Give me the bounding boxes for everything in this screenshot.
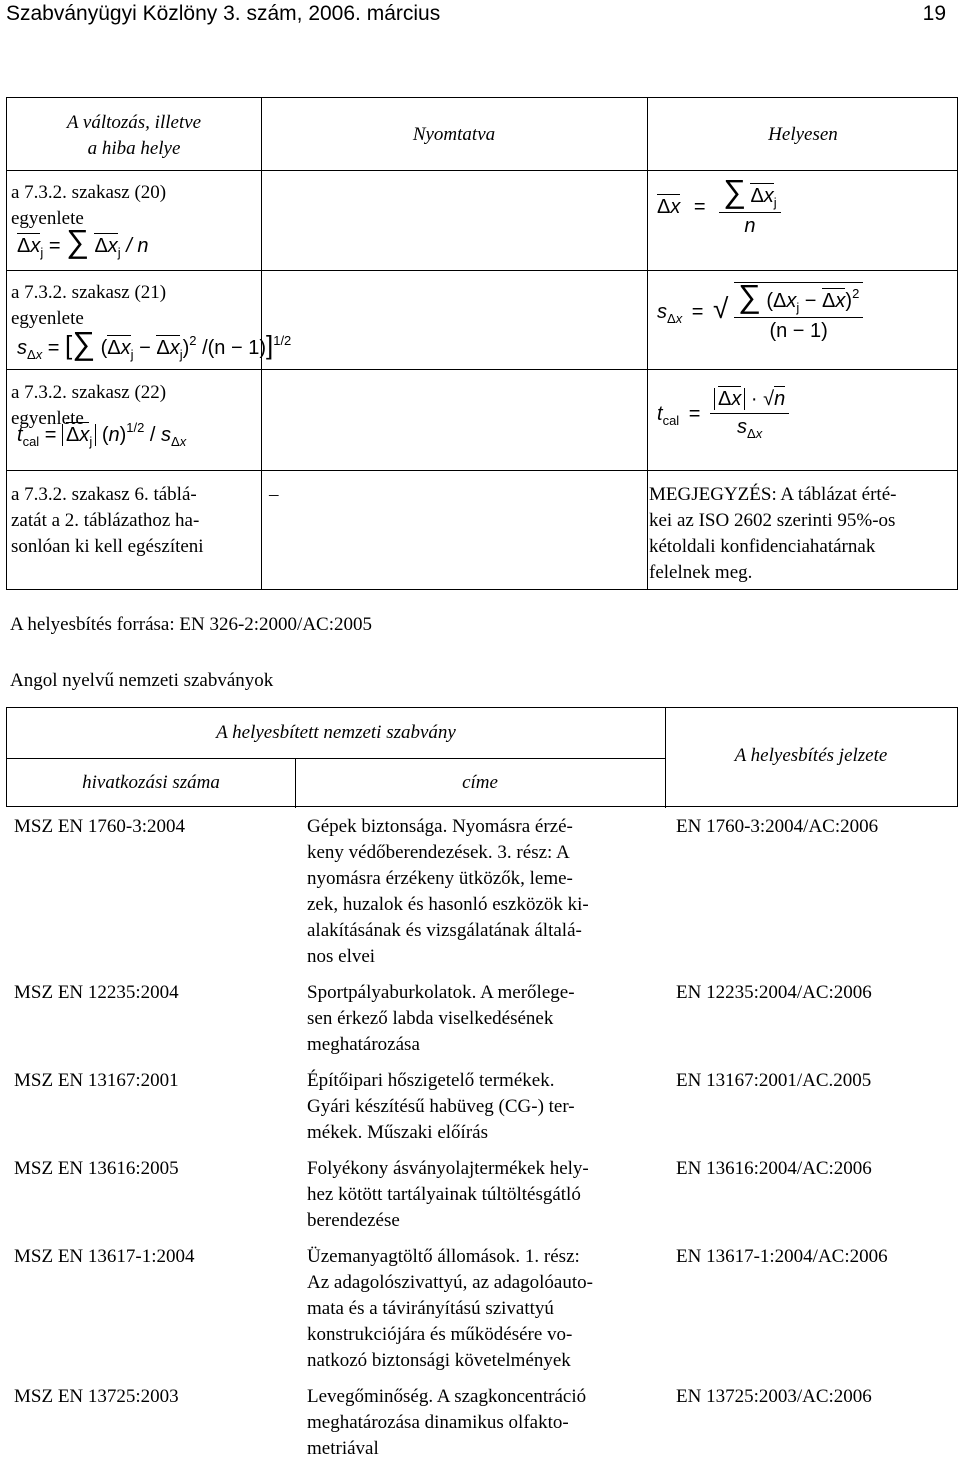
row-divider bbox=[7, 170, 957, 171]
standard-title: Építőipari hőszigetelő termékek. Gyári készítésű habüveg (CG-) ter- mékek. Műszaki előírás bbox=[307, 1070, 575, 1143]
standard-title: Gépek biztonsága. Nyomásra érzé- keny védőberendezések. 3. rész: A nyomásra érzékeny ütközők, leme- zek, huzalok és hasonló eszközök ki- alakításának és vizsgálatának általá- nos elvei bbox=[307, 816, 589, 967]
errata-table bbox=[6, 97, 958, 590]
standard-reference: MSZ EN 13167:2001 bbox=[14, 1070, 179, 1091]
row3-location: a 7.3.2. szakasz (22) egyenlete bbox=[11, 382, 167, 429]
row-divider bbox=[7, 758, 665, 759]
col-divider bbox=[647, 98, 648, 589]
row4-location: a 7.3.2. szakasz 6. táblá- zatát a 2. táblázathoz ha- sonlóan ki kell egészíteni bbox=[11, 484, 204, 557]
row-divider bbox=[7, 470, 957, 471]
correction-reference: EN 1760-3:2004/AC:2006 bbox=[676, 816, 879, 837]
formula-21-correct: $s_{\Delta x}$ = √ $\frac{\sum (\Delta x_j - \Delta x)^2}{(n - 1)}$ bbox=[657, 282, 863, 343]
standard-title: Sportpályaburkolatok. A merőlege- sen érkező labda viselkedésének meghatározása bbox=[307, 982, 575, 1055]
standard-title: Üzemanyagtöltő állomások. 1. rész: Az adagolószivattyú, az adagolóauto- mata és a távirányítású szivattyú konstrukciójára és működésére vo- natkozó biztonsági követelmények bbox=[307, 1246, 593, 1371]
standard-reference: MSZ EN 12235:2004 bbox=[14, 982, 179, 1003]
standard-reference: MSZ EN 13725:2003 bbox=[14, 1386, 179, 1407]
page-header bbox=[0, 0, 960, 30]
row-divider bbox=[7, 270, 957, 271]
header-correct: Helyesen bbox=[768, 124, 838, 145]
standard-reference: MSZ EN 13617-1:2004 bbox=[14, 1246, 195, 1267]
correction-reference: EN 13617-1:2004/AC:2006 bbox=[676, 1246, 888, 1267]
row2-location: a 7.3.2. szakasz (21) egyenlete bbox=[11, 282, 167, 329]
standards-table-header bbox=[6, 707, 958, 807]
correction-reference: EN 13167:2001/AC.2005 bbox=[676, 1070, 872, 1091]
standard-title: Folyékony ásványolajtermékek hely- hez kötött tartályainak túltöltésgátló berendezése bbox=[307, 1158, 589, 1231]
correction-reference: EN 12235:2004/AC:2006 bbox=[676, 982, 872, 1003]
formula-20-correct: Δx = $\frac{\sum \Delta x_j}{n}$ bbox=[657, 178, 781, 238]
formula-20-printed: $\Delta x_j$ = ∑ $\Delta x_j$ / n bbox=[17, 223, 149, 260]
formula-21-printed: $s_{\Delta x}$ = [∑ $(\Delta x_j - \Delta x_j)^2$ /(n − 1)]$^{1/2}$ bbox=[17, 325, 292, 362]
formula-22-printed: $t_{cal} = \Delta x_j$ $(n)^{1/2} / s_{\Delta x}$ bbox=[17, 420, 187, 449]
row1-location: a 7.3.2. szakasz (20) egyenlete bbox=[11, 182, 167, 229]
formula-22-correct: $t_{cal}$ = $\frac{\Delta x \cdot √n}{s_{\Delta x}}$ bbox=[657, 388, 789, 441]
standard-reference: MSZ EN 13616:2005 bbox=[14, 1158, 179, 1179]
row4-printed: – bbox=[269, 484, 279, 505]
correction-reference: EN 13616:2004/AC:2006 bbox=[676, 1158, 872, 1179]
page-number: 19 bbox=[922, 2, 946, 25]
header-printed: Nyomtatva bbox=[412, 124, 496, 145]
row4-correct: MEGJEGYZÉS: A táblázat érté- kei az ISO 2602 szerinti 95%-os kétoldali konfidenciahatárnak felelnek meg. bbox=[649, 484, 897, 583]
row-divider bbox=[7, 369, 957, 370]
header-reference: hivatkozási száma bbox=[82, 772, 220, 793]
correction-source: A helyesbítés forrása: EN 326-2:2000/AC:2005 bbox=[10, 614, 373, 635]
header-group: A helyesbített nemzeti szabvány bbox=[216, 722, 456, 743]
header-title: címe bbox=[462, 772, 498, 793]
section-title: Angol nyelvű nemzeti szabványok bbox=[10, 670, 274, 691]
standard-title: Levegőminőség. A szagkoncentráció meghatározása dinamikus olfakto- metriával bbox=[307, 1386, 587, 1459]
publication-title: Szabványügyi Közlöny 3. szám, 2006. március bbox=[6, 2, 441, 25]
standard-reference: MSZ EN 1760-3:2004 bbox=[14, 816, 185, 837]
correction-reference: EN 13725:2003/AC:2006 bbox=[676, 1386, 872, 1407]
header-location: A változás, illetve a hiba helye bbox=[66, 112, 202, 159]
header-correction: A helyesbítés jelzete bbox=[734, 745, 888, 766]
